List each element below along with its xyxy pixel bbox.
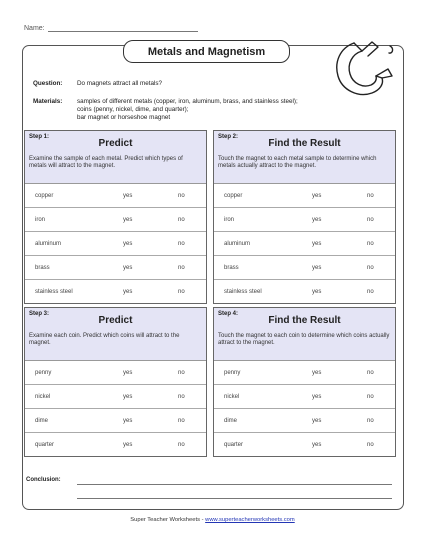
step-header — [25, 308, 206, 361]
step-header — [214, 308, 395, 361]
no-option[interactable]: no — [367, 193, 374, 199]
no-option[interactable]: no — [367, 241, 374, 247]
yes-option[interactable]: yes — [312, 241, 322, 247]
no-option[interactable]: no — [367, 289, 374, 295]
item-label: brass — [224, 265, 239, 271]
yes-option[interactable]: yes — [123, 217, 133, 223]
table-row — [25, 280, 206, 303]
step-1-box — [24, 130, 207, 304]
step-title: Find the Result — [268, 138, 341, 149]
table-row — [25, 409, 206, 433]
item-label: quarter — [224, 442, 244, 448]
yes-option[interactable]: yes — [312, 217, 322, 223]
step-2-box — [213, 130, 396, 304]
table-row — [214, 433, 395, 456]
materials-label: Materials: — [33, 98, 63, 105]
step-title: Predict — [98, 315, 133, 326]
yes-option[interactable]: yes — [312, 289, 322, 295]
item-label: iron — [35, 217, 46, 223]
item-label: stainless steel — [224, 289, 262, 295]
table-row — [25, 361, 206, 385]
step-label: Step 4: — [218, 311, 239, 317]
table-row — [214, 409, 395, 433]
item-label: brass — [35, 265, 50, 271]
name-blank[interactable] — [48, 25, 198, 32]
conclusion-line-1[interactable] — [77, 484, 392, 485]
table-row — [214, 184, 395, 208]
footer-text: Super Teacher Worksheets - — [130, 517, 206, 523]
item-label: penny — [35, 370, 52, 376]
step-description: Examine each coin. Predict which coins will attract to the magnet. — [29, 333, 180, 347]
item-label: copper — [224, 193, 243, 199]
step-label: Step 2: — [218, 134, 239, 140]
yes-option[interactable]: yes — [312, 370, 322, 376]
yes-option[interactable]: yes — [312, 265, 322, 271]
yes-option[interactable]: yes — [123, 241, 133, 247]
footer — [0, 517, 425, 523]
item-label: stainless steel — [35, 289, 73, 295]
step-title: Find the Result — [268, 315, 341, 326]
page-title: Metals and Magnetism — [123, 40, 290, 63]
no-option[interactable]: no — [178, 193, 185, 199]
table-row — [214, 256, 395, 280]
step-description: Touch the magnet to each coin to determine which coins actually attract to the magnet. — [218, 333, 390, 347]
item-label: dime — [224, 418, 238, 424]
step-description: Touch the magnet to each metal sample to determine which metals actually attract to the magnet. — [218, 156, 377, 170]
step-header — [214, 131, 395, 184]
yes-option[interactable]: yes — [123, 370, 133, 376]
table-row — [214, 208, 395, 232]
question-text: Do magnets attract all metals? — [77, 80, 163, 87]
table-row — [214, 361, 395, 385]
item-label: penny — [224, 370, 241, 376]
item-label: nickel — [35, 394, 51, 400]
yes-option[interactable]: yes — [312, 193, 322, 199]
no-option[interactable]: no — [367, 370, 374, 376]
yes-option[interactable]: yes — [123, 418, 133, 424]
horseshoe-magnet-icon — [332, 38, 396, 100]
no-option[interactable]: no — [178, 265, 185, 271]
yes-option[interactable]: yes — [312, 442, 322, 448]
question-label: Question: — [33, 80, 63, 87]
table-row — [25, 433, 206, 456]
table-row — [214, 232, 395, 256]
item-label: nickel — [224, 394, 240, 400]
materials-line-2: coins (penny, nickel, dime, and quarter); — [77, 106, 189, 113]
step-header — [25, 131, 206, 184]
step-title: Predict — [98, 138, 133, 149]
step-label: Step 1: — [29, 134, 50, 140]
item-label: aluminum — [224, 241, 251, 247]
no-option[interactable]: no — [367, 217, 374, 223]
table-row — [25, 256, 206, 280]
no-option[interactable]: no — [178, 394, 185, 400]
materials-line-3: bar magnet or horseshoe magnet — [77, 114, 171, 121]
no-option[interactable]: no — [178, 241, 185, 247]
step-4-box — [213, 307, 396, 457]
step-3-box — [24, 307, 207, 457]
step-description: Examine the sample of each metal. Predict which types of metals will attract to the magnet. — [29, 156, 183, 170]
no-option[interactable]: no — [178, 442, 185, 448]
step-label: Step 3: — [29, 311, 50, 317]
no-option[interactable]: no — [367, 418, 374, 424]
item-label: dime — [35, 418, 49, 424]
item-label: copper — [35, 193, 54, 199]
yes-option[interactable]: yes — [123, 193, 133, 199]
yes-option[interactable]: yes — [312, 418, 322, 424]
item-label: aluminum — [35, 241, 62, 247]
table-row — [25, 232, 206, 256]
table-row — [25, 208, 206, 232]
footer-link[interactable]: www.superteacherworksheets.com — [205, 517, 295, 523]
no-option[interactable]: no — [367, 265, 374, 271]
table-row — [214, 385, 395, 409]
table-row — [25, 385, 206, 409]
no-option[interactable]: no — [367, 442, 374, 448]
item-label: quarter — [35, 442, 55, 448]
yes-option[interactable]: yes — [123, 289, 133, 295]
no-option[interactable]: no — [367, 394, 374, 400]
no-option[interactable]: no — [178, 418, 185, 424]
table-row — [214, 280, 395, 303]
no-option[interactable]: no — [178, 370, 185, 376]
yes-option[interactable]: yes — [123, 442, 133, 448]
no-option[interactable]: no — [178, 217, 185, 223]
yes-option[interactable]: yes — [312, 394, 322, 400]
name-field[interactable] — [24, 25, 198, 32]
item-label: iron — [224, 217, 235, 223]
no-option[interactable]: no — [178, 289, 185, 295]
conclusion-label: Conclusion: — [26, 477, 61, 483]
conclusion-line-2[interactable] — [77, 498, 392, 499]
yes-option[interactable]: yes — [123, 265, 133, 271]
table-row — [25, 184, 206, 208]
name-label: Name: — [24, 25, 45, 32]
materials-line-1: samples of different metals (copper, iron, aluminum, brass, and stainless steel); — [77, 98, 298, 105]
yes-option[interactable]: yes — [123, 394, 133, 400]
